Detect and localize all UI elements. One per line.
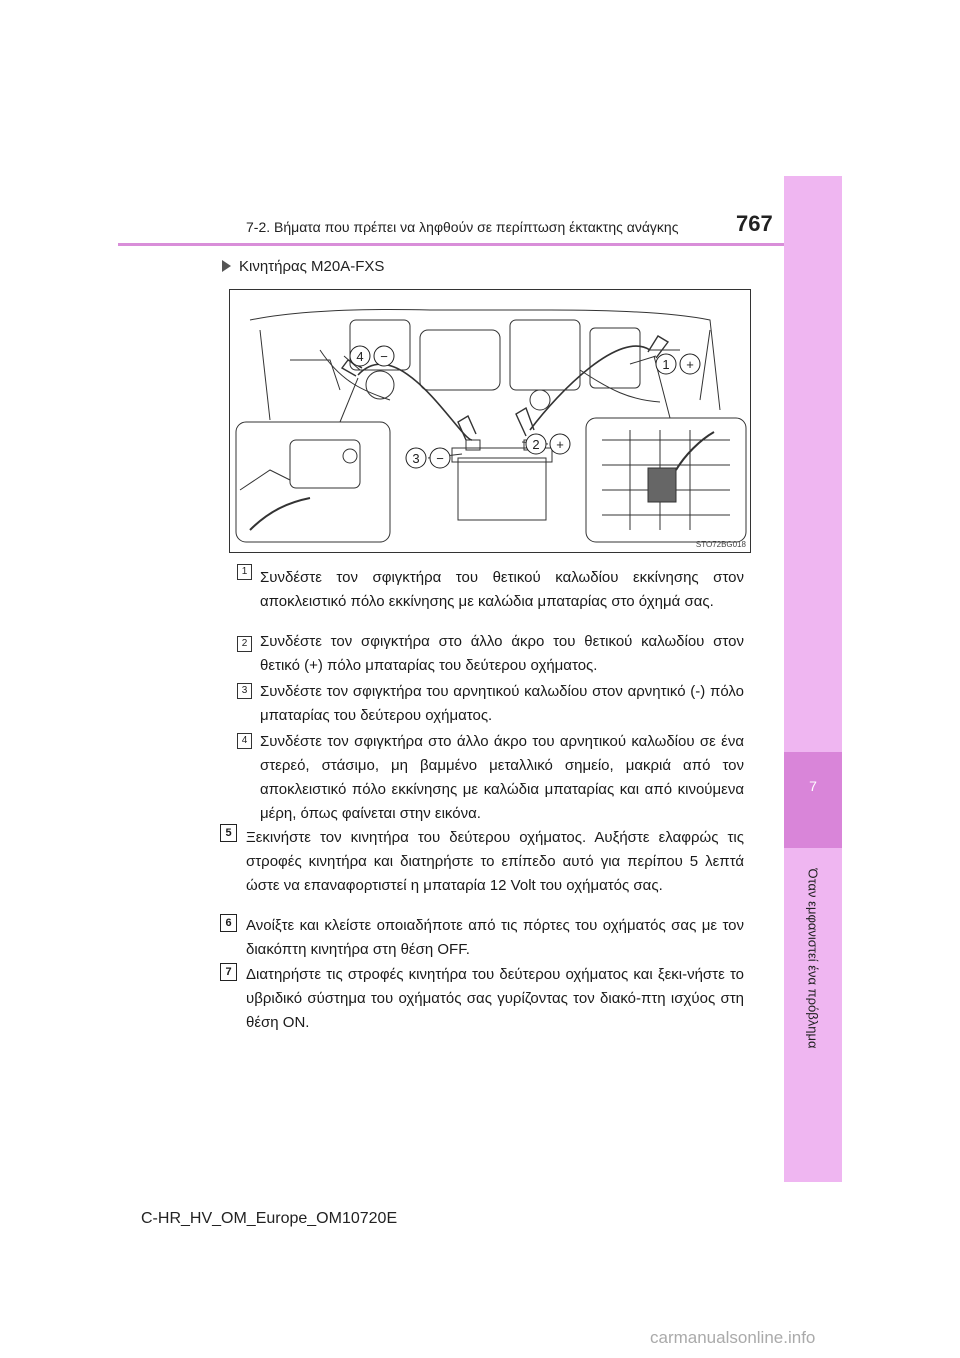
chapter-number-block: [784, 752, 842, 848]
page-number: 767: [736, 211, 773, 236]
step-2-badge: 2: [237, 636, 252, 652]
step-1-text: Συνδέστε τον σφιγκτήρα του θετικού καλωδίου εκκίνησης στον αποκλειστικό πόλο εκκίνησης με καλώδια μπαταρίας στο όχημά σας.: [260, 569, 744, 610]
step-3-badge: 3: [237, 683, 252, 699]
document-code: C-HR_HV_OM_Europe_OM10720E: [141, 1210, 398, 1227]
step-7-text: Διατηρήστε τις στροφές κινητήρα του δεύτερου οχήματος και ξεκι-νήστε το υβριδικό σύστημα του οχήματός σας γυρίζοντας τον διακό-πτη ισχύος στη θέση ON.: [246, 966, 744, 1031]
callout-4: [350, 346, 394, 366]
step-1-badge: 1: [237, 564, 252, 580]
jump-start-illustration: [229, 289, 751, 553]
callout-1: [656, 354, 700, 374]
header-divider: [118, 243, 784, 246]
step-5-badge: 5: [220, 824, 237, 842]
figure-code: STO72BG018: [695, 540, 746, 549]
watermark: carmanualsonline.info: [650, 1328, 816, 1347]
engine-subheading: [222, 258, 384, 275]
step-2-text: Συνδέστε τον σφιγκτήρα στο άλλο άκρο του θετικού καλωδίου στον θετικό (+) πόλο μπαταρίας του δεύτερου οχήματος.: [260, 633, 744, 674]
triangle-bullet-icon: [222, 260, 231, 272]
callout-3-sign: −: [436, 451, 444, 466]
callout-3-number: 3: [412, 451, 420, 466]
callout-4-number: 4: [356, 349, 364, 364]
step-4-badge: 4: [237, 733, 252, 749]
step-6-badge: 6: [220, 914, 237, 932]
callout-1-sign: +: [686, 357, 694, 372]
callout-4-sign: −: [380, 349, 388, 364]
section-header: 7-2. Βήματα που πρέπει να ληφθούν σε περίπτωση έκτακτης ανάγκης: [246, 219, 679, 235]
step-5-text: Ξεκινήστε τον κινητήρα του δεύτερου οχήματος. Αυξήστε ελαφρώς τις στροφές κινητήρα και διατηρήστε το επίπεδο αυτό για περίπου 5 λεπτά ώστε να επαναφορτιστεί η μπαταρία 12 Volt του οχήματός σας.: [246, 829, 744, 894]
engine-bay-drawing: [230, 290, 750, 552]
chapter-title-text: Όταν εμφανιστεί ένα πρόβλημα: [805, 868, 821, 1048]
engine-subheading-text: Κινητήρας M20A-FXS: [239, 258, 385, 275]
chapter-number: 7: [809, 778, 817, 794]
callout-2-sign: +: [556, 437, 564, 452]
callout-1-number: 1: [662, 357, 670, 372]
step-3-text: Συνδέστε τον σφιγκτήρα του αρνητικού καλωδίου στον αρνητικό (-) πόλο μπαταρίας του δεύτερου οχήματος.: [260, 683, 744, 724]
chapter-title: [770, 870, 856, 1046]
step-4-text: Συνδέστε τον σφιγκτήρα στο άλλο άκρο του αρνητικού καλωδίου σε ένα στερεό, στάσιμο, μη βαμμένο μεταλλικό σημείο, μακριά από τον αποκλειστικό πόλο εκκίνησης με καλώδια μπαταρίας και από κινούμενα μέρη, όπως φαίνεται στην εικόνα.: [260, 733, 744, 822]
step-7-badge: 7: [220, 963, 237, 981]
callout-2-number: 2: [532, 437, 540, 452]
step-6-text: Ανοίξτε και κλείστε οποιαδήποτε από τις πόρτες του οχήματός σας με τον διακόπτη κινητήρα στη θέση OFF.: [246, 917, 744, 958]
